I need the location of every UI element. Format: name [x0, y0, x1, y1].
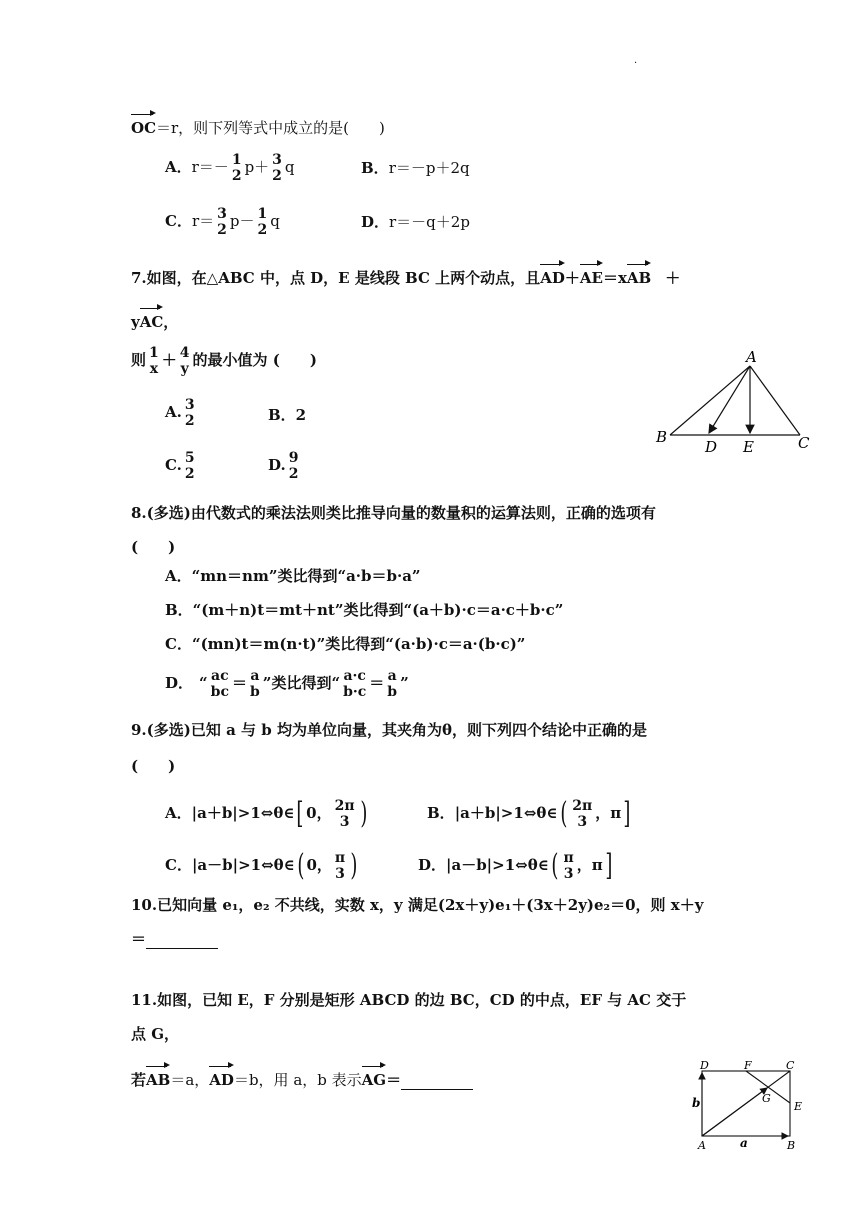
- option-text: r＝－: [191, 158, 229, 176]
- fraction: a b: [387, 668, 398, 700]
- q8-option-d: D． “ ac bc ＝ a b ”类比得到“ a·c b·c ＝ a b ”: [165, 668, 409, 700]
- answer-blank[interactable]: [401, 1073, 473, 1090]
- fraction: 3 2: [217, 206, 227, 238]
- q9-paren: ( ): [131, 757, 176, 775]
- vector-ac: AC: [140, 310, 164, 332]
- label-b: B: [656, 428, 668, 446]
- q9-option-d: D．|a－b|>1⇔θ∈( π 3 ，π]: [418, 848, 613, 883]
- label-d: D: [705, 438, 718, 456]
- label-c: C: [798, 434, 810, 452]
- vector-ag: AG: [362, 1068, 386, 1090]
- q7-option-d: D. 9 2: [268, 450, 299, 482]
- option-label: A．: [165, 158, 192, 176]
- q7-stem-2: yAC，: [131, 310, 178, 332]
- fraction: 9 2: [288, 450, 299, 482]
- option-text: q: [270, 212, 280, 230]
- segment-ac: [750, 366, 800, 435]
- option-text: q: [284, 158, 295, 176]
- q8-paren: ( ): [131, 538, 176, 556]
- label-e: E: [743, 438, 754, 456]
- label-a-vector: a: [740, 1136, 748, 1150]
- answer-blank[interactable]: [146, 932, 218, 949]
- option-text: r＝: [191, 212, 215, 230]
- option-label: C．: [165, 212, 192, 230]
- q7-stem: 7.如图，在△ABC 中，点 D，E 是线段 BC 上两个动点，且AD＋AE＝xAB ＋: [131, 266, 680, 288]
- q10-stem: 10.已知向量 e₁，e₂ 不共线，实数 x，y 满足(2x＋y)e₁＋(3x＋2y)e₂＝0，则 x＋y: [131, 896, 704, 914]
- vector-ab: AB: [146, 1068, 170, 1090]
- fraction: 2π 3: [572, 798, 593, 830]
- vector-oc: OC: [131, 116, 156, 138]
- q7-option-c: C. 5 2: [165, 450, 195, 482]
- label-g: G: [762, 1092, 771, 1105]
- fraction: ac bc: [210, 668, 229, 700]
- q8-option-a: A．“mn＝nm”类比得到“a·b＝b·a”: [165, 567, 421, 585]
- q8-stem: 8.(多选)由代数式的乘法法则类比推导向量的数量积的运算法则，正确的选项有: [131, 504, 656, 522]
- page-dot: ·: [634, 58, 638, 69]
- triangle-figure: [650, 342, 820, 462]
- vector-ab: AB: [627, 266, 651, 288]
- q11-stem: 11.如图，已知 E，F 分别是矩形 ABCD 的边 BC，CD 的中点，EF 与 AC 交于: [131, 991, 687, 1009]
- segment-ab: [670, 366, 750, 435]
- q6-option-a: [165, 152, 295, 184]
- fraction: 3 2: [184, 397, 195, 429]
- q6-option-c: [165, 206, 280, 238]
- label-a: A: [698, 1139, 706, 1152]
- fraction: 5 2: [184, 450, 195, 482]
- rectangle-figure: [690, 1055, 815, 1155]
- q6-stem: [131, 116, 385, 138]
- vector-ad: AD: [540, 266, 565, 288]
- q8-option-b: B．“(m＋n)t＝mt＋nt”类比得到“(a＋b)·c＝a·c＋b·c”: [165, 601, 564, 619]
- option-label: D．: [361, 213, 390, 231]
- vector-ae: AE: [580, 266, 603, 288]
- q9-stem: 9.(多选)已知 a 与 b 均为单位向量，其夹角为θ，则下列四个结论中正确的是: [131, 721, 647, 739]
- option-text: p＋: [244, 158, 270, 176]
- q11-stem-2: 点 G，: [131, 1025, 180, 1043]
- fraction: 1 2: [231, 152, 242, 184]
- q7-question: 则 1 x ＋ 4 y 的最小值为 ( ): [131, 345, 317, 377]
- fraction: π 3: [334, 850, 346, 882]
- fraction: 2π 3: [334, 798, 355, 830]
- fraction: 1 2: [257, 206, 268, 238]
- arrow-ad: [709, 366, 750, 433]
- q6-option-b: [361, 158, 470, 178]
- q8-option-c: C．“(mn)t＝m(n·t)”类比得到“(a·b)·c＝a·(b·c)”: [165, 635, 526, 653]
- q7-option-a: A. 3 2: [165, 397, 195, 429]
- option-label: B．: [361, 159, 389, 177]
- fraction: 1 x: [149, 345, 159, 377]
- fraction: 4 y: [179, 345, 190, 377]
- label-d: D: [700, 1059, 709, 1072]
- q11-question: 若AB＝a，AD＝b，用 a，b 表示AG＝: [131, 1068, 473, 1090]
- fraction: π 3: [563, 850, 574, 882]
- q7-option-b: B．2: [268, 406, 307, 424]
- q6-stem-text: ＝r，则下列等式中成立的是( ): [156, 119, 385, 137]
- q6-option-d: [361, 212, 470, 232]
- label-b: B: [787, 1139, 796, 1152]
- fraction: a·c b·c: [343, 668, 367, 700]
- label-a: A: [746, 348, 757, 366]
- option-text: p－: [229, 212, 255, 230]
- label-e: E: [794, 1100, 803, 1113]
- option-text: r＝－q＋2p: [389, 213, 470, 231]
- arrow-ag: [702, 1088, 767, 1136]
- label-c: C: [786, 1059, 795, 1072]
- vector-ad: AD: [209, 1068, 234, 1090]
- label-b-vector: b: [692, 1096, 701, 1110]
- q9-option-c: C．|a－b|>1⇔θ∈( 0， π 3 ): [165, 848, 358, 883]
- label-f: F: [744, 1059, 752, 1072]
- option-text: r＝－p＋2q: [388, 159, 470, 177]
- q9-option-b: B．|a＋b|>1⇔θ∈( 2π 3 ，π]: [427, 796, 631, 831]
- q9-option-a: A．|a＋b|>1⇔θ∈[ 0， 2π 3 ): [165, 796, 367, 831]
- fraction: a b: [250, 668, 260, 700]
- fraction: 3 2: [272, 152, 282, 184]
- q10-answer: ＝: [131, 929, 218, 949]
